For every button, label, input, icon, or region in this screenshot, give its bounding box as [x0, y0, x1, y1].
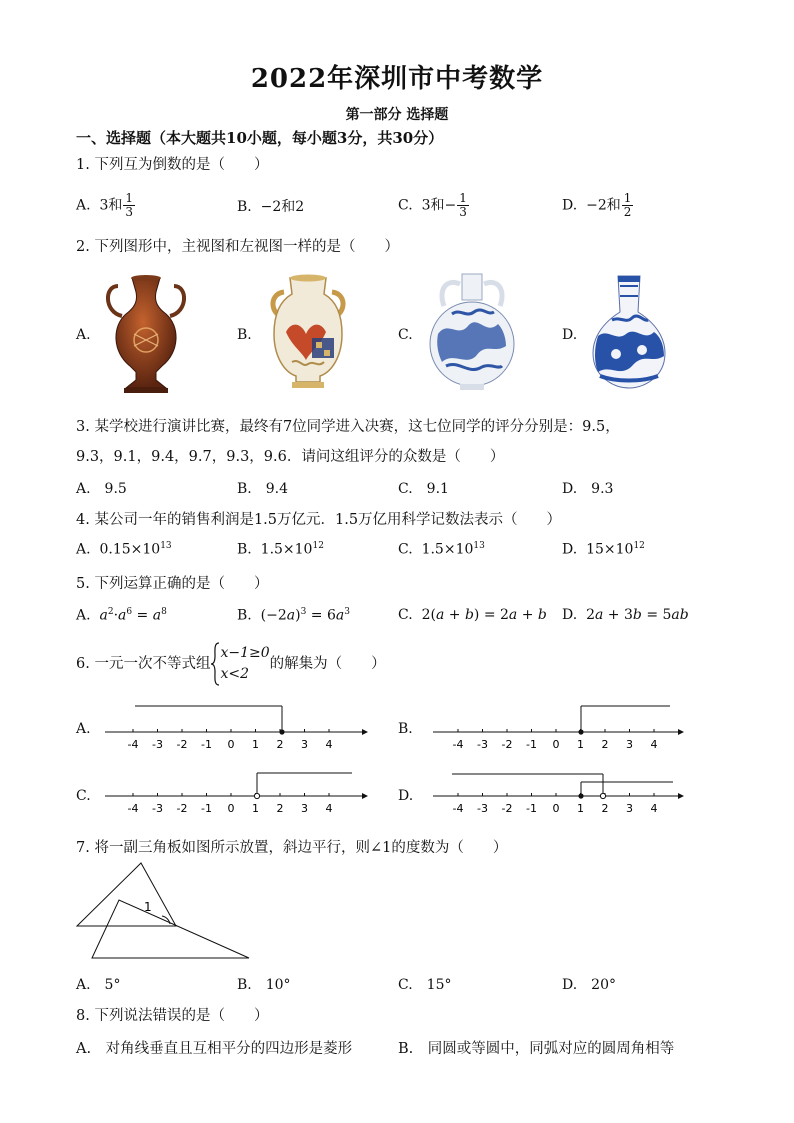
q6-label-c: C.: [76, 788, 91, 804]
question-7-stem: 7. 将一副三角板如图所示放置，斜边平行，则∠1的度数为（ ）: [76, 840, 508, 856]
tick-label: 3: [626, 738, 633, 751]
q2-label-b: B.: [237, 327, 252, 343]
tick-label: 3: [626, 802, 633, 815]
tick-label: 1: [252, 738, 259, 751]
fraction: $\frac{1}{3}$: [459, 191, 467, 219]
tick-label: -3: [152, 738, 163, 751]
number-line-a: [100, 700, 370, 752]
tick-label: -1: [526, 802, 537, 815]
q3-option-b: B. 9.4: [237, 481, 289, 497]
number-line-b: [428, 700, 698, 752]
q6-label-a: A.: [76, 721, 91, 737]
q1-option-d: D. −2和 $\frac{1}{2}$: [562, 191, 632, 219]
q4-option-a: A. $0.15\times 10^{13}$: [76, 541, 172, 558]
number-line-d: [428, 768, 698, 820]
q5-option-a: A. $a^2\cdot a^6 = a^8$: [76, 607, 167, 624]
tick-label: 1: [252, 802, 259, 815]
tick-label: -2: [501, 738, 513, 751]
tick-label: 3: [301, 802, 308, 815]
inequality-system: x−1≥0 x<2: [220, 645, 270, 682]
question-2-stem: 2. 下列图形中，主视图和左视图一样的是（ ）: [76, 239, 399, 255]
question-8-stem: 8. 下列说法错误的是（ ）: [76, 1008, 269, 1024]
tick-label: 4: [650, 738, 658, 751]
question-3-stem-line1: 3. 某学校进行演讲比赛，最终有7位同学进入决赛，这七位同学的评分分别是：9.5，: [76, 419, 620, 435]
part-title: 第一部分 选择题: [345, 107, 449, 123]
paper-title: 2022年深圳市中考数学: [250, 64, 544, 94]
tick-label: -2: [501, 802, 513, 815]
q7-option-c: C. 15°: [398, 977, 452, 993]
q3-option-a: A. 9.5: [76, 481, 127, 497]
vase-a-image: [100, 272, 192, 396]
q8-option-a: A. 对角线垂直且互相平分的四边形是菱形: [76, 1041, 353, 1057]
q7-option-b: B. 10°: [237, 977, 291, 993]
q6-label-d: D.: [398, 788, 414, 804]
section-heading: 一、选择题（本大题共10小题，每小题3分，共30分）: [76, 129, 444, 147]
q1-option-a: A. 3和 $\frac{1}{3}$: [76, 191, 134, 219]
tick-label: -3: [152, 802, 163, 815]
vase-b-image: [262, 272, 354, 392]
tick-label: 2: [601, 802, 609, 815]
tick-label: -3: [477, 802, 488, 815]
question-6-stem: 6. 一元一次不等式组 x−1≥0 x<2 的解集为（ ）: [76, 642, 386, 686]
tick-label: 4: [325, 802, 333, 815]
q8-option-b: B. 同圆或等圆中，同弧对应的圆周角相等: [398, 1041, 675, 1057]
tick-label: -1: [201, 738, 212, 751]
q4-option-c: C. $1.5\times 10^{13}$: [398, 541, 485, 558]
q7-option-d: D. 20°: [562, 977, 616, 993]
q6-label-b: B.: [398, 721, 413, 737]
vase-c-image: [424, 270, 520, 394]
q5-option-b: B. $(-2a)^3 = 6a^3$: [237, 607, 350, 624]
tick-label: 2: [276, 738, 284, 751]
fraction: $\frac{1}{2}$: [623, 191, 632, 219]
angle-1-label: 1: [144, 900, 152, 914]
tick-label: -4: [127, 738, 139, 751]
tick-label: -2: [176, 802, 188, 815]
number-line-c: [100, 768, 370, 820]
tick-label: -4: [452, 738, 464, 751]
tick-label: 4: [650, 802, 658, 815]
tick-label: -1: [201, 802, 212, 815]
tick-label: 1: [577, 738, 584, 751]
tick-label: -2: [176, 738, 188, 751]
q2-label-c: C.: [398, 327, 413, 343]
brace-icon: [210, 642, 220, 686]
triangle-figure: [74, 858, 256, 964]
tick-label: 4: [325, 738, 333, 751]
q1-option-b: B. −2和2: [237, 199, 305, 215]
question-1-stem: 1. 下列互为倒数的是（ ）: [76, 157, 269, 173]
q4-option-b: B. $1.5\times 10^{12}$: [237, 541, 324, 558]
fraction: $\frac{1}{3}$: [125, 191, 134, 219]
vase-d-image: [586, 272, 672, 394]
question-5-stem: 5. 下列运算正确的是（ ）: [76, 576, 269, 592]
tick-label: 3: [301, 738, 308, 751]
tick-label: 0: [552, 802, 560, 815]
q3-option-d: D. 9.3: [562, 481, 614, 497]
tick-label: 2: [276, 802, 284, 815]
tick-label: -4: [127, 802, 139, 815]
tick-label: 0: [227, 802, 235, 815]
q5-option-c: C. 2(a + b) = 2a + b: [398, 607, 547, 623]
q3-option-c: C. 9.1: [398, 481, 449, 497]
tick-label: -1: [526, 738, 537, 751]
tick-label: 0: [227, 738, 235, 751]
question-4-stem: 4. 某公司一年的销售利润是1.5万亿元．1.5万亿用科学记数法表示（ ）: [76, 512, 562, 528]
q2-label-a: A.: [76, 327, 91, 343]
tick-label: 1: [577, 802, 584, 815]
q7-option-a: A. 5°: [76, 977, 121, 993]
question-3-stem-line2: 9.3，9.1，9.4，9.7，9.3，9.6．请问这组评分的众数是（ ）: [76, 449, 505, 465]
tick-label: 0: [552, 738, 560, 751]
tick-label: 2: [601, 738, 609, 751]
q4-option-d: D. $15\times 10^{12}$: [562, 541, 645, 558]
q2-label-d: D.: [562, 327, 578, 343]
tick-label: -4: [452, 802, 464, 815]
tick-label: -3: [477, 738, 488, 751]
q5-option-d: D. 2a + 3b = 5ab: [562, 607, 689, 623]
q1-option-c: C. 3和− $\frac{1}{3}$: [398, 191, 467, 219]
